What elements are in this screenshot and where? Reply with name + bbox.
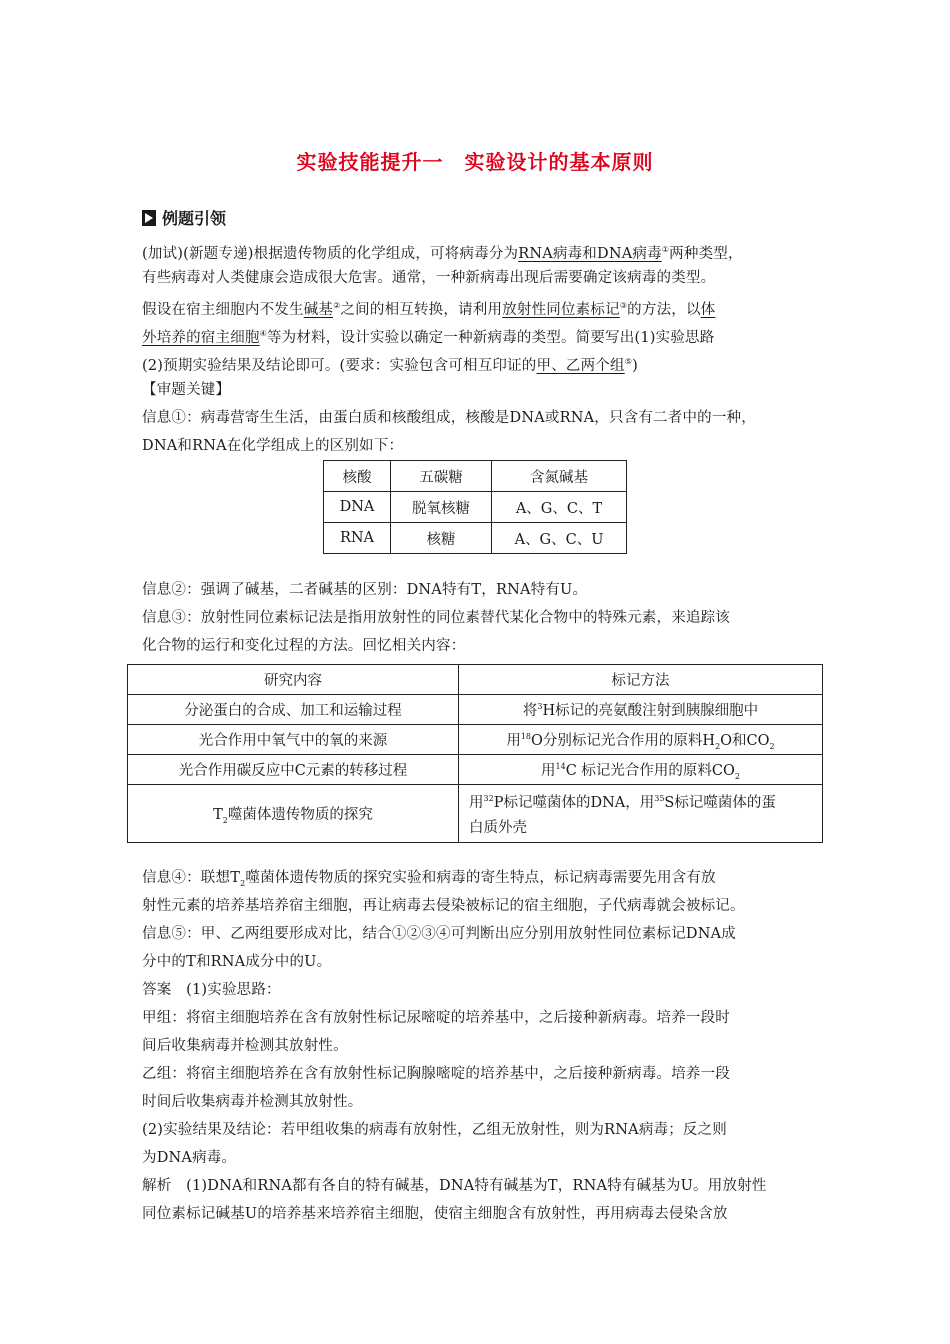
table-header-cell: 研究内容: [128, 665, 459, 695]
table-header-cell: 核酸: [324, 461, 391, 492]
info5-line-1: 信息⑤：甲、乙两组要形成对比，结合①②③④可判断出应分别用放射性同位素标记DNA成: [142, 926, 736, 942]
info3-line-2: 化合物的运行和变化过程的方法。回忆相关内容：: [142, 638, 466, 654]
analysis-line-2: 同位素标记碱基U的培养基来培养宿主细胞，使宿主细胞含有放射性，再用病毒去侵染含放: [142, 1206, 728, 1222]
page-title: 实验技能提升一 实验设计的基本原则: [296, 150, 654, 174]
play-triangle-icon: [142, 210, 156, 226]
info4-line-1: 信息④：联想$T_2$噬菌体遗传物质的探究实验和病毒的寄生特点，标记病毒需要先用含有放: [142, 870, 716, 888]
table-cell: 用$^{32}$P标记噬菌体的DNA，用$^{35}$S标记噬菌体的蛋 白质外壳: [459, 785, 823, 843]
question-line-1: (加试)(新题专递)根据遗传物质的化学组成，可将病毒分为RNA病毒和DNA病毒①两种类型，: [142, 245, 743, 262]
info3-line-1: 信息③：放射性同位素标记法是指用放射性的同位素替代某化合物中的特殊元素，来追踪该: [142, 610, 730, 626]
question-line-2: 有些病毒对人类健康会造成很大危害。通常，一种新病毒出现后需要确定该病毒的类型。: [142, 270, 716, 286]
table-row: [128, 755, 823, 785]
table-row: [128, 695, 823, 725]
table-header-row: [324, 461, 627, 492]
answer-line-2: 甲组：将宿主细胞培养在含有放射性标记尿嘧啶的培养基中，之后接种新病毒。培养一段时: [142, 1010, 730, 1026]
table-header-cell: 含氮碱基: [492, 461, 627, 492]
table-row: [128, 725, 823, 755]
table-cell: A、G、C、U: [492, 523, 627, 554]
table-row: [128, 785, 823, 843]
table-cell: 用$^{14}$C 标记光合作用的原料$CO_2$: [459, 755, 823, 785]
answer-line-4: 乙组：将宿主细胞培养在含有放射性标记胸腺嘧啶的培养基中，之后接种新病毒。培养一段: [142, 1066, 730, 1082]
info5-line-2: 分中的T和RNA成分中的U。: [142, 954, 332, 970]
answer-line-6: (2)实验结果及结论：若甲组收集的病毒有放射性，乙组无放射性，则为RNA病毒；反之则: [142, 1122, 728, 1138]
table-cell: A、G、C、T: [492, 492, 627, 523]
table-cell: 脱氧核糖: [391, 492, 492, 523]
question-line-5: (2)预期实验结果及结论即可。(要求：实验包含可相互印证的甲、乙两个组⑤): [142, 357, 638, 374]
answer-line-5: 时间后收集病毒并检测其放射性。: [142, 1094, 363, 1110]
table-cell: RNA: [324, 523, 391, 554]
table-cell: $T_2$噬菌体遗传物质的探究: [128, 785, 459, 843]
question-line-3: 假设在宿主细胞内不发生碱基②之间的相互转换，请利用放射性同位素标记③的方法，以体: [142, 301, 716, 318]
answer-line-3: 间后收集病毒并检测其放射性。: [142, 1038, 348, 1054]
table-cell: 将$^3$H标记的亮氨酸注射到胰腺细胞中: [459, 695, 823, 725]
isotope-labeling-table: [127, 664, 823, 843]
nucleic-acid-table: [323, 460, 627, 554]
table-row: [324, 492, 627, 523]
table-row: [324, 523, 627, 554]
section-heading: [142, 206, 226, 229]
table-cell: 核糖: [391, 523, 492, 554]
info1-line-2: DNA和RNA在化学组成上的区别如下：: [142, 438, 404, 454]
question-line-4: 外培养的宿主细胞④等为材料，设计实验以确定一种新病毒的类型。简要写出(1)实验思路: [142, 329, 715, 346]
table-cell: 分泌蛋白的合成、加工和运输过程: [128, 695, 459, 725]
analysis-line-1: 解析 (1)DNA和RNA都有各自的特有碱基，DNA特有碱基为T，RNA特有碱基为U。用放射性: [142, 1178, 767, 1194]
answer-line-1: 答案 (1)实验思路：: [142, 982, 281, 998]
info4-line-2: 射性元素的培养基培养宿主细胞，再让病毒去侵染被标记的宿主细胞，子代病毒就会被标记。: [142, 898, 745, 914]
table-cell: 光合作用中氧气中的氧的来源: [128, 725, 459, 755]
table-cell: 用$^{18}$O分别标记光合作用的原料$H_2O$和$CO_2$: [459, 725, 823, 755]
table-header-row: [128, 665, 823, 695]
info2-line: 信息②：强调了碱基，二者碱基的区别：DNA特有T，RNA特有U。: [142, 582, 588, 598]
table-header-cell: 标记方法: [459, 665, 823, 695]
key-heading: 【审题关键】: [142, 382, 231, 398]
section-heading-text: 例题引领: [162, 209, 227, 228]
answer-line-7: 为DNA病毒。: [142, 1150, 237, 1166]
table-cell: DNA: [324, 492, 391, 523]
info1-line-1: 信息①：病毒营寄生生活，由蛋白质和核酸组成，核酸是DNA或RNA，只含有二者中的一种，: [142, 410, 756, 426]
table-header-cell: 五碳糖: [391, 461, 492, 492]
table-cell: 光合作用碳反应中C元素的转移过程: [128, 755, 459, 785]
